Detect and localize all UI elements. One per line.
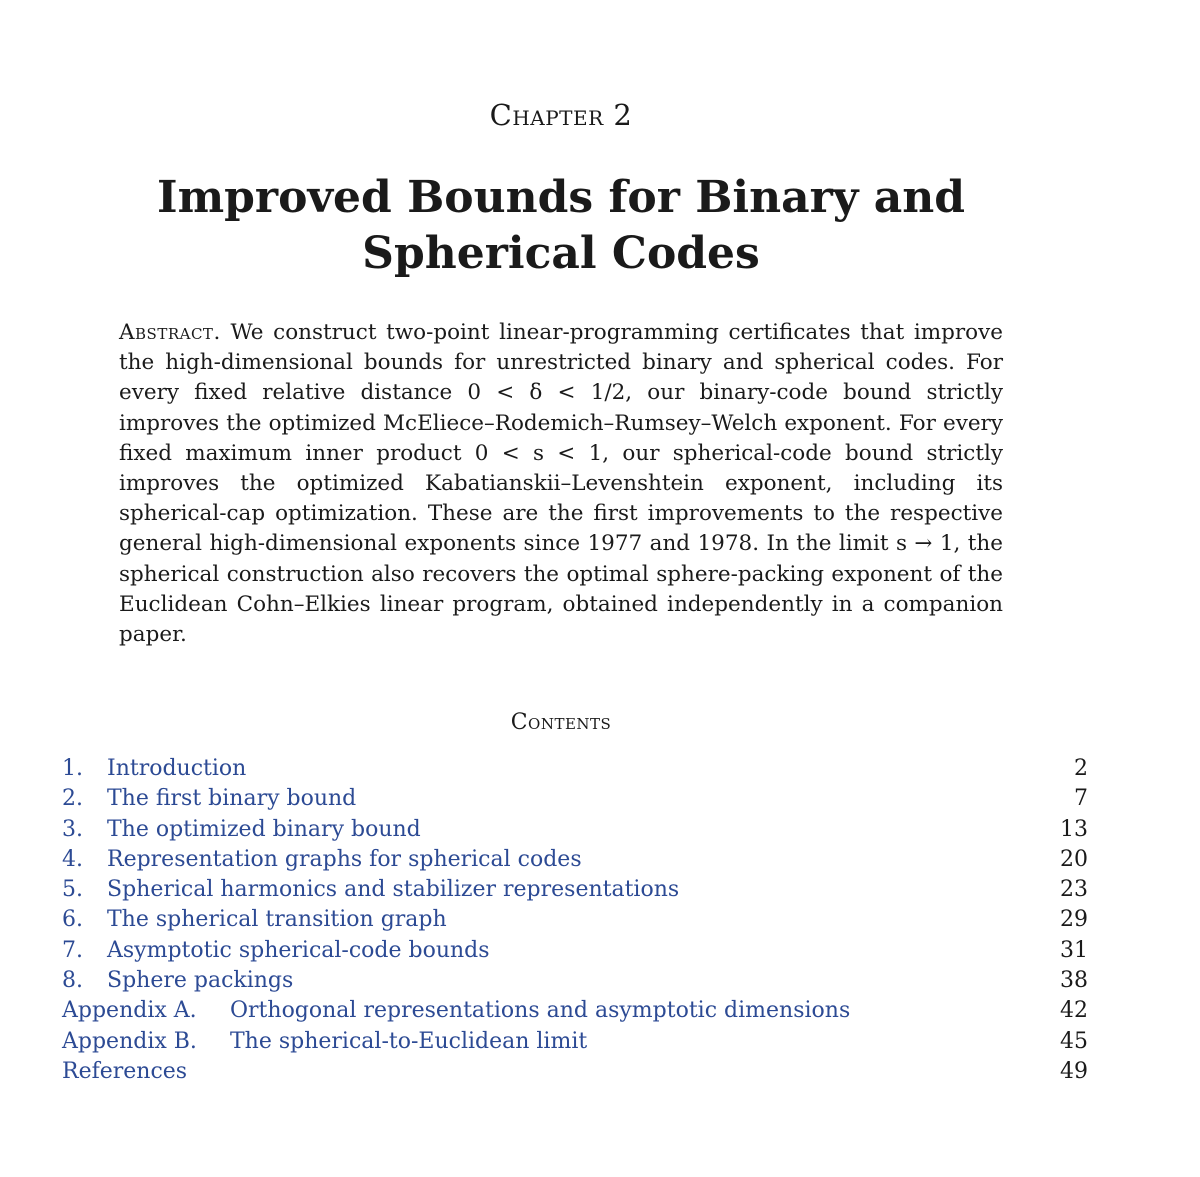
toc-page: 31: [1060, 937, 1088, 963]
toc-row[interactable]: [62, 815, 1088, 845]
toc-title: References: [62, 1058, 188, 1084]
toc-page: 45: [1060, 1028, 1088, 1054]
toc-title: The first binary bound: [107, 786, 357, 812]
toc-row[interactable]: [62, 1027, 1088, 1057]
toc-row[interactable]: [62, 754, 1088, 784]
toc-link[interactable]: [62, 1057, 187, 1087]
toc-number: Appendix B.: [62, 1028, 197, 1054]
toc-number: 8.: [62, 968, 83, 994]
toc-page: 2: [1074, 756, 1088, 781]
toc-link[interactable]: [62, 966, 293, 996]
chapter-title: Improved Bounds for Binary and Spherical Codes: [157, 172, 965, 279]
toc-page: 23: [1060, 877, 1088, 903]
toc-page: 42: [1060, 998, 1088, 1024]
toc-title: The optimized binary bound: [107, 816, 421, 842]
toc-page: 13: [1060, 816, 1088, 842]
toc-number: 4.: [62, 846, 83, 872]
contents-heading: Contents: [510, 710, 612, 735]
toc-row[interactable]: [62, 996, 1088, 1026]
toc-page: 7: [1074, 786, 1088, 812]
toc-link[interactable]: [62, 1027, 587, 1057]
toc-title: Introduction: [107, 756, 247, 781]
toc-page: 38: [1060, 968, 1088, 994]
toc-link[interactable]: [62, 845, 582, 875]
toc-number: 1.: [62, 756, 83, 781]
toc-link[interactable]: [62, 875, 679, 905]
chapter-label: Chapter 2: [489, 98, 633, 132]
toc-title: Sphere packings: [107, 968, 294, 994]
toc-link[interactable]: [62, 784, 356, 814]
toc-title: The spherical-to-Euclidean limit: [230, 1028, 588, 1054]
table-of-contents: [62, 754, 1088, 1087]
toc-number: 5.: [62, 877, 83, 903]
toc-row[interactable]: [62, 875, 1088, 905]
toc-title: Spherical harmonics and stabilizer representations: [107, 877, 680, 903]
abstract-text: We construct two-point linear-programming certificates that improve the high-dimensional bounds for unrestricted binary and spherical codes. For every fixed relative distance 0 < δ < 1/2, our binary-code bound strictly improves the optimized McEliece–Rodemich–Rumsey–Welch exponent. For every fixed maximum inner product 0 < s < 1, our spherical-code bound strictly improves the optimized Kabatianskii–Levenshtein exponent, including its spherical-cap optimization. These are the first improvements to the respective general high-dimensional exponents since 1977 and 1978. In the limit s → 1, the spherical construction also recovers the optimal sphere-packing exponent of the Euclidean Cohn–Elkies linear program, obtained independently in a companion paper.: [119, 320, 1003, 648]
toc-number: 2.: [62, 786, 83, 812]
toc-row[interactable]: [62, 784, 1088, 814]
toc-title: Orthogonal representations and asymptotic dimensions: [230, 998, 851, 1024]
abstract-label: Abstract.: [119, 320, 221, 345]
toc-link[interactable]: [62, 905, 447, 935]
toc-number: 6.: [62, 907, 83, 933]
toc-page: 49: [1060, 1058, 1088, 1084]
toc-link[interactable]: [62, 754, 246, 784]
toc-row[interactable]: [62, 966, 1088, 996]
toc-row[interactable]: [62, 1057, 1088, 1087]
toc-link[interactable]: [62, 936, 490, 966]
toc-page: 29: [1060, 907, 1088, 933]
toc-number: 3.: [62, 816, 83, 842]
toc-title: Asymptotic spherical-code bounds: [107, 937, 490, 963]
toc-title: The spherical transition graph: [107, 907, 447, 933]
toc-link[interactable]: [62, 815, 421, 845]
toc-row[interactable]: [62, 936, 1088, 966]
toc-link[interactable]: [62, 996, 850, 1026]
toc-page: 20: [1060, 846, 1088, 872]
abstract: [119, 318, 1003, 650]
toc-row[interactable]: [62, 905, 1088, 935]
toc-number: 7.: [62, 937, 83, 963]
toc-title: Representation graphs for spherical codes: [107, 846, 582, 872]
toc-row[interactable]: [62, 845, 1088, 875]
toc-number: Appendix A.: [62, 998, 197, 1024]
